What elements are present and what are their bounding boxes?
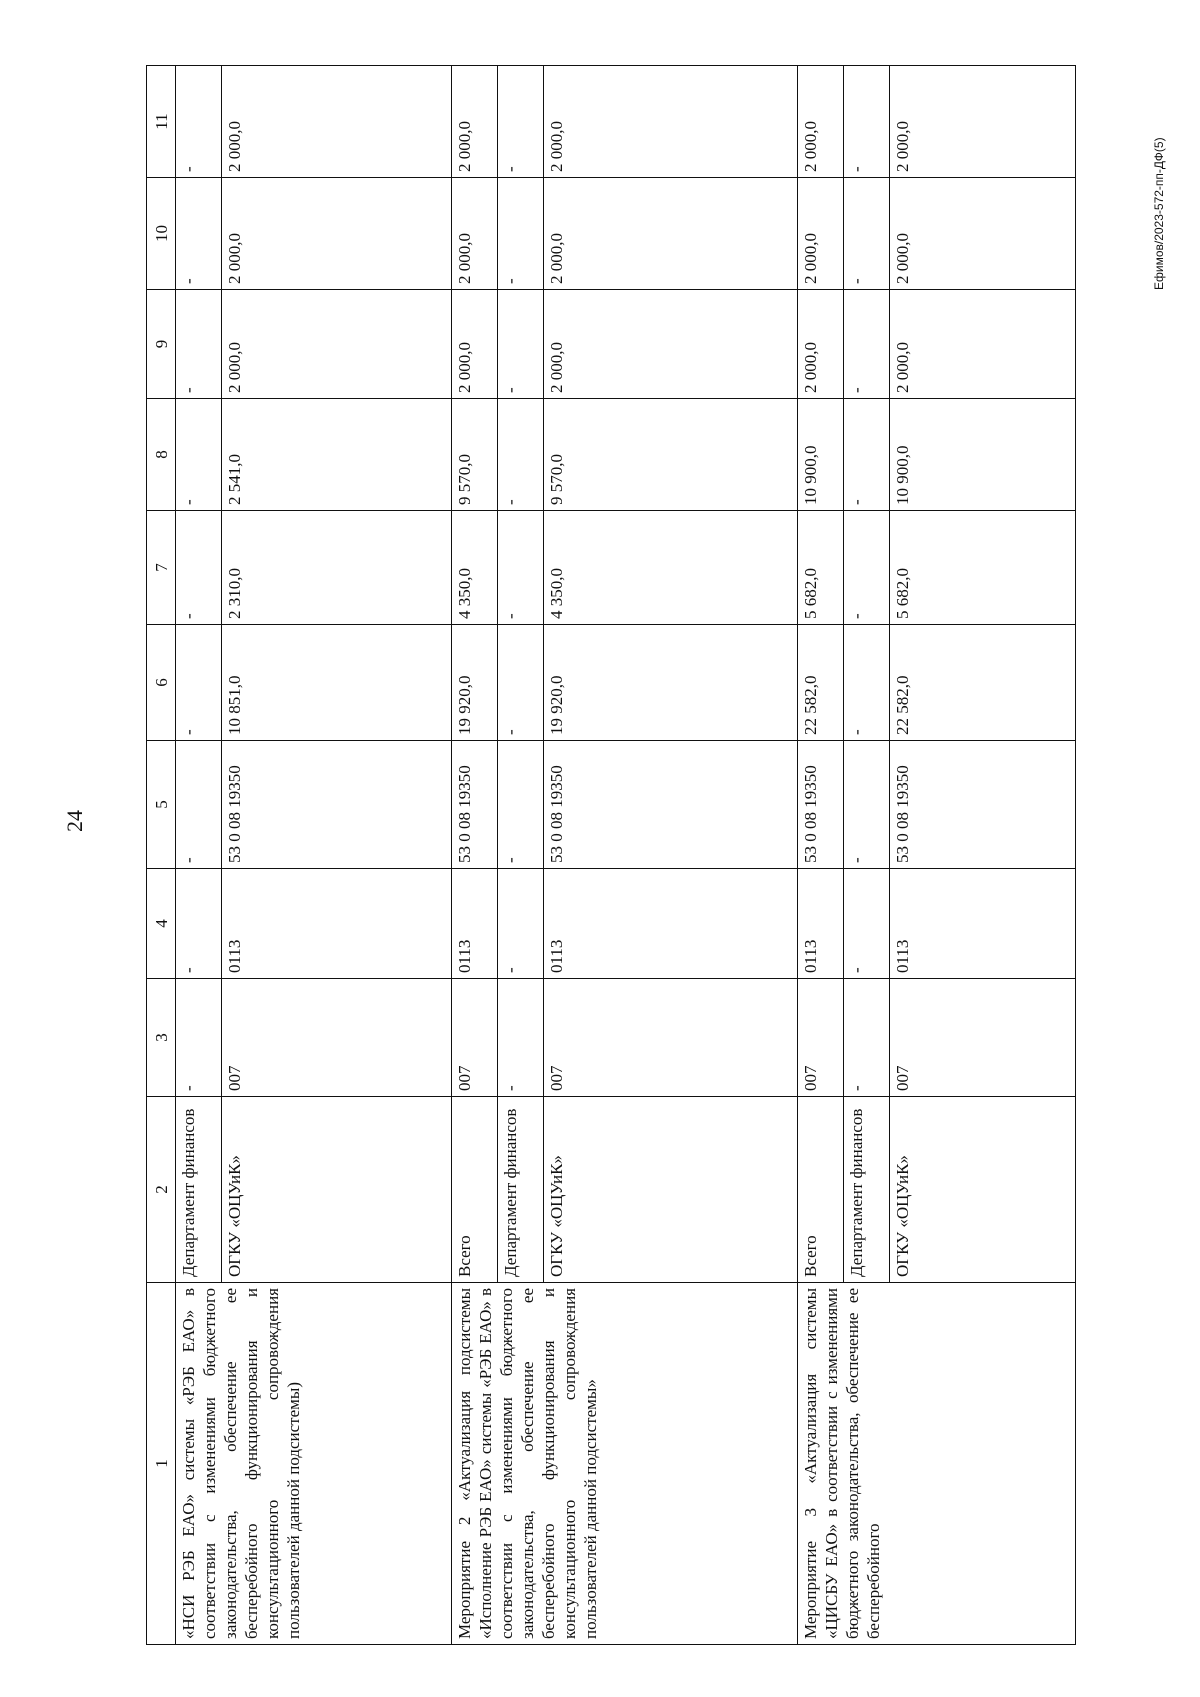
budget-table (146, 65, 1076, 1645)
amount-cell: - (844, 399, 890, 511)
table-row (798, 66, 844, 1645)
activity-description: «НСИ РЭБ ЕАО» системы «РЭБ ЕАО» в соответствии с изменениями бюджетного законодательства, обеспечение ее бесперебойного функционирования и консультационного сопровождения пользователей данной подсистемы) (176, 1283, 452, 1645)
code-cell: - (498, 741, 544, 869)
amount-cell: 2 000,0 (222, 290, 452, 399)
code-cell: - (498, 979, 544, 1097)
amount-cell: 2 000,0 (544, 66, 798, 178)
amount-cell: - (498, 399, 544, 511)
amount-cell: 2 000,0 (452, 290, 498, 399)
column-header: 10 (147, 178, 176, 290)
rotated-table-container (146, 66, 1076, 1645)
code-cell: 007 (222, 979, 452, 1097)
code-cell: 53 0 08 19350 (890, 741, 1076, 869)
table-row (176, 66, 222, 1645)
amount-cell: - (844, 178, 890, 290)
column-header: 5 (147, 741, 176, 869)
amount-cell: - (844, 66, 890, 178)
amount-cell: - (498, 290, 544, 399)
performer-cell: Всего (452, 1097, 498, 1283)
amount-cell: 10 851,0 (222, 625, 452, 741)
amount-cell: 2 000,0 (890, 178, 1076, 290)
code-cell: 0113 (798, 869, 844, 979)
performer-cell: Всего (798, 1097, 844, 1283)
performer-cell: Департамент финансов (844, 1097, 890, 1283)
amount-cell: 19 920,0 (544, 625, 798, 741)
amount-cell: 5 682,0 (798, 511, 844, 625)
amount-cell: - (176, 511, 222, 625)
amount-cell: - (176, 399, 222, 511)
code-cell: - (844, 979, 890, 1097)
amount-cell: 2 541,0 (222, 399, 452, 511)
code-cell: - (176, 869, 222, 979)
code-cell: 007 (890, 979, 1076, 1097)
performer-cell: ОГКУ «ОЦУиК» (890, 1097, 1076, 1283)
amount-cell: 2 000,0 (890, 66, 1076, 178)
amount-cell: 2 000,0 (798, 66, 844, 178)
amount-cell: 2 000,0 (452, 178, 498, 290)
amount-cell: 2 000,0 (798, 290, 844, 399)
column-header: 7 (147, 511, 176, 625)
code-cell: - (176, 741, 222, 869)
amount-cell: 10 900,0 (798, 399, 844, 511)
amount-cell: - (844, 511, 890, 625)
code-cell: 0113 (222, 869, 452, 979)
amount-cell: 2 000,0 (544, 290, 798, 399)
code-cell: 53 0 08 19350 (222, 741, 452, 869)
amount-cell: - (498, 178, 544, 290)
code-cell: 53 0 08 19350 (452, 741, 498, 869)
amount-cell: 9 570,0 (452, 399, 498, 511)
activity-description: Мероприятие 3 «Актуализация системы «ЦИСБУ ЕАО» в соответствии с изменениями бюджетного законодательства, обеспечение ее бесперебойного (798, 1283, 1076, 1645)
code-cell: 007 (452, 979, 498, 1097)
amount-cell: 2 310,0 (222, 511, 452, 625)
code-cell: - (498, 869, 544, 979)
column-header: 2 (147, 1097, 176, 1283)
column-header: 6 (147, 625, 176, 741)
amount-cell: 2 000,0 (222, 178, 452, 290)
code-cell: 53 0 08 19350 (544, 741, 798, 869)
amount-cell: 22 582,0 (890, 625, 1076, 741)
amount-cell: 9 570,0 (544, 399, 798, 511)
amount-cell: 10 900,0 (890, 399, 1076, 511)
amount-cell: - (844, 290, 890, 399)
performer-cell: ОГКУ «ОЦУиК» (544, 1097, 798, 1283)
code-cell: 53 0 08 19350 (798, 741, 844, 869)
amount-cell: 2 000,0 (798, 178, 844, 290)
amount-cell: 22 582,0 (798, 625, 844, 741)
document-reference: Ефимов/2023-572-пп-ДФ(5) (1152, 137, 1166, 290)
amount-cell: - (176, 66, 222, 178)
amount-cell: 4 350,0 (452, 511, 498, 625)
code-cell: 0113 (452, 869, 498, 979)
performer-cell: Департамент финансов (176, 1097, 222, 1283)
amount-cell: 2 000,0 (452, 66, 498, 178)
code-cell: - (844, 869, 890, 979)
amount-cell: - (844, 625, 890, 741)
column-header: 9 (147, 290, 176, 399)
amount-cell: - (176, 625, 222, 741)
table-header-row (147, 66, 176, 1645)
code-cell: 007 (544, 979, 798, 1097)
code-cell: - (176, 979, 222, 1097)
code-cell: 0113 (890, 869, 1076, 979)
performer-cell: ОГКУ «ОЦУиК» (222, 1097, 452, 1283)
amount-cell: - (498, 511, 544, 625)
amount-cell: - (176, 290, 222, 399)
column-header: 3 (147, 979, 176, 1097)
page-number: 24 (62, 810, 87, 832)
amount-cell: 19 920,0 (452, 625, 498, 741)
code-cell: 0113 (544, 869, 798, 979)
amount-cell: - (176, 178, 222, 290)
amount-cell: 5 682,0 (890, 511, 1076, 625)
amount-cell: - (498, 625, 544, 741)
column-header: 1 (147, 1283, 176, 1645)
amount-cell: 2 000,0 (890, 290, 1076, 399)
code-cell: - (844, 741, 890, 869)
performer-cell: Департамент финансов (498, 1097, 544, 1283)
activity-description: Мероприятие 2 «Актуализация подсистемы «Исполнение РЭБ ЕАО» системы «РЭБ ЕАО» в соответствии с изменениями бюджетного законодательства, обеспечение ее бесперебойного функционирования и консультационного сопровождения пользователей данной подсистемы» (452, 1283, 798, 1645)
table-row (452, 66, 498, 1645)
amount-cell: 4 350,0 (544, 511, 798, 625)
amount-cell: - (498, 66, 544, 178)
column-header: 4 (147, 869, 176, 979)
column-header: 8 (147, 399, 176, 511)
column-header: 11 (147, 66, 176, 178)
amount-cell: 2 000,0 (222, 66, 452, 178)
amount-cell: 2 000,0 (544, 178, 798, 290)
code-cell: 007 (798, 979, 844, 1097)
